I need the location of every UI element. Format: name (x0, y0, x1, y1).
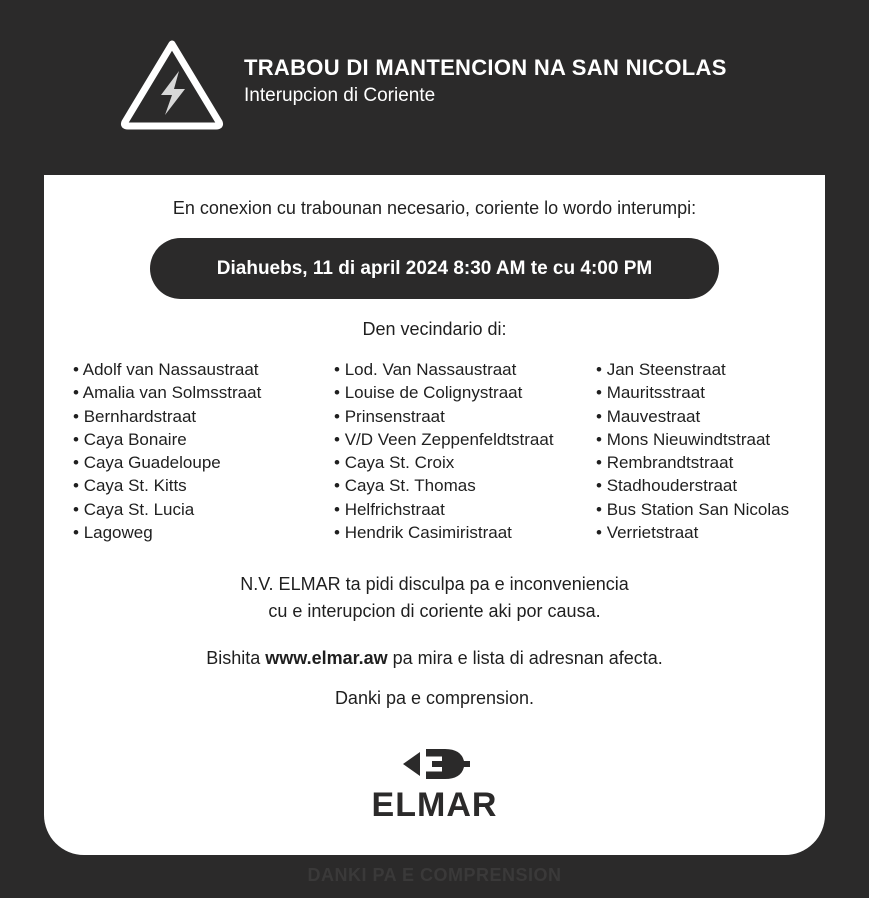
street-item: • Verrietstraat (596, 521, 789, 544)
neighborhood-label: Den vecindario di: (362, 319, 507, 339)
street-item: • Caya St. Lucia (73, 498, 261, 521)
website-link[interactable]: www.elmar.aw (265, 648, 388, 668)
street-item: • Caya St. Thomas (334, 474, 554, 497)
street-item: • Stadhouderstraat (596, 474, 789, 497)
street-item: • Bus Station San Nicolas (596, 498, 789, 521)
street-item: • Helfrichstraat (334, 498, 554, 521)
street-item: • Lod. Van Nassaustraat (334, 358, 554, 381)
street-item: • Amalia van Solmsstraat (73, 381, 261, 404)
street-item: • Lagoweg (73, 521, 261, 544)
street-item: • Mauritsstraat (596, 381, 789, 404)
street-item: • Jan Steenstraat (596, 358, 789, 381)
outage-date-pill: Diahuebs, 11 di april 2024 8:30 AM te cu 4:00 PM (150, 238, 719, 299)
notice-intro: En conexion cu trabounan necesario, coriente lo wordo interumpi: (172, 198, 697, 218)
notice-card (44, 175, 825, 855)
street-item: • Prinsenstraat (334, 405, 554, 428)
street-list-column-3 (596, 358, 789, 544)
notice-header (0, 0, 869, 175)
page-subtitle: Interupcion di Coriente (244, 85, 436, 106)
street-item: • Caya St. Croix (334, 451, 554, 474)
street-item: • V/D Veen Zeppenfeldtstraat (334, 428, 554, 451)
visit-prefix: Bishita (206, 648, 261, 668)
page-title: TRABOU DI MANTENCION NA SAN NICOLAS (244, 55, 727, 80)
street-item: • Hendrik Casimiristraat (334, 521, 554, 544)
visit-suffix: pa mira e lista di adresnan afecta. (392, 648, 663, 668)
street-item: • Mons Nieuwindtstraat (596, 428, 789, 451)
footer-text: DANKI PA E COMPRENSION (307, 865, 562, 885)
street-item: • Caya Bonaire (73, 428, 261, 451)
street-item: • Rembrandtstraat (596, 451, 789, 474)
street-list-column-2 (334, 358, 554, 544)
visit-text (44, 648, 825, 669)
street-item: • Caya St. Kitts (73, 474, 261, 497)
lightning-warning-icon (120, 38, 224, 130)
street-item: • Mauvestraat (596, 405, 789, 428)
street-list-column-1 (73, 358, 261, 544)
street-item: • Caya Guadeloupe (73, 451, 261, 474)
apology-text (44, 571, 825, 625)
street-item: • Bernhardstraat (73, 405, 261, 428)
elmar-plug-logo-icon (401, 747, 471, 781)
street-item: • Adolf van Nassaustraat (73, 358, 261, 381)
apology-line-1: N.V. ELMAR ta pidi disculpa pa e inconveniencia (240, 574, 629, 594)
thanks-text: Danki pa e comprension. (334, 688, 535, 708)
elmar-logo-text: ELMAR (371, 786, 498, 824)
apology-line-2: cu e interupcion di coriente aki por causa. (268, 601, 601, 621)
street-item: • Louise de Colignystraat (334, 381, 554, 404)
